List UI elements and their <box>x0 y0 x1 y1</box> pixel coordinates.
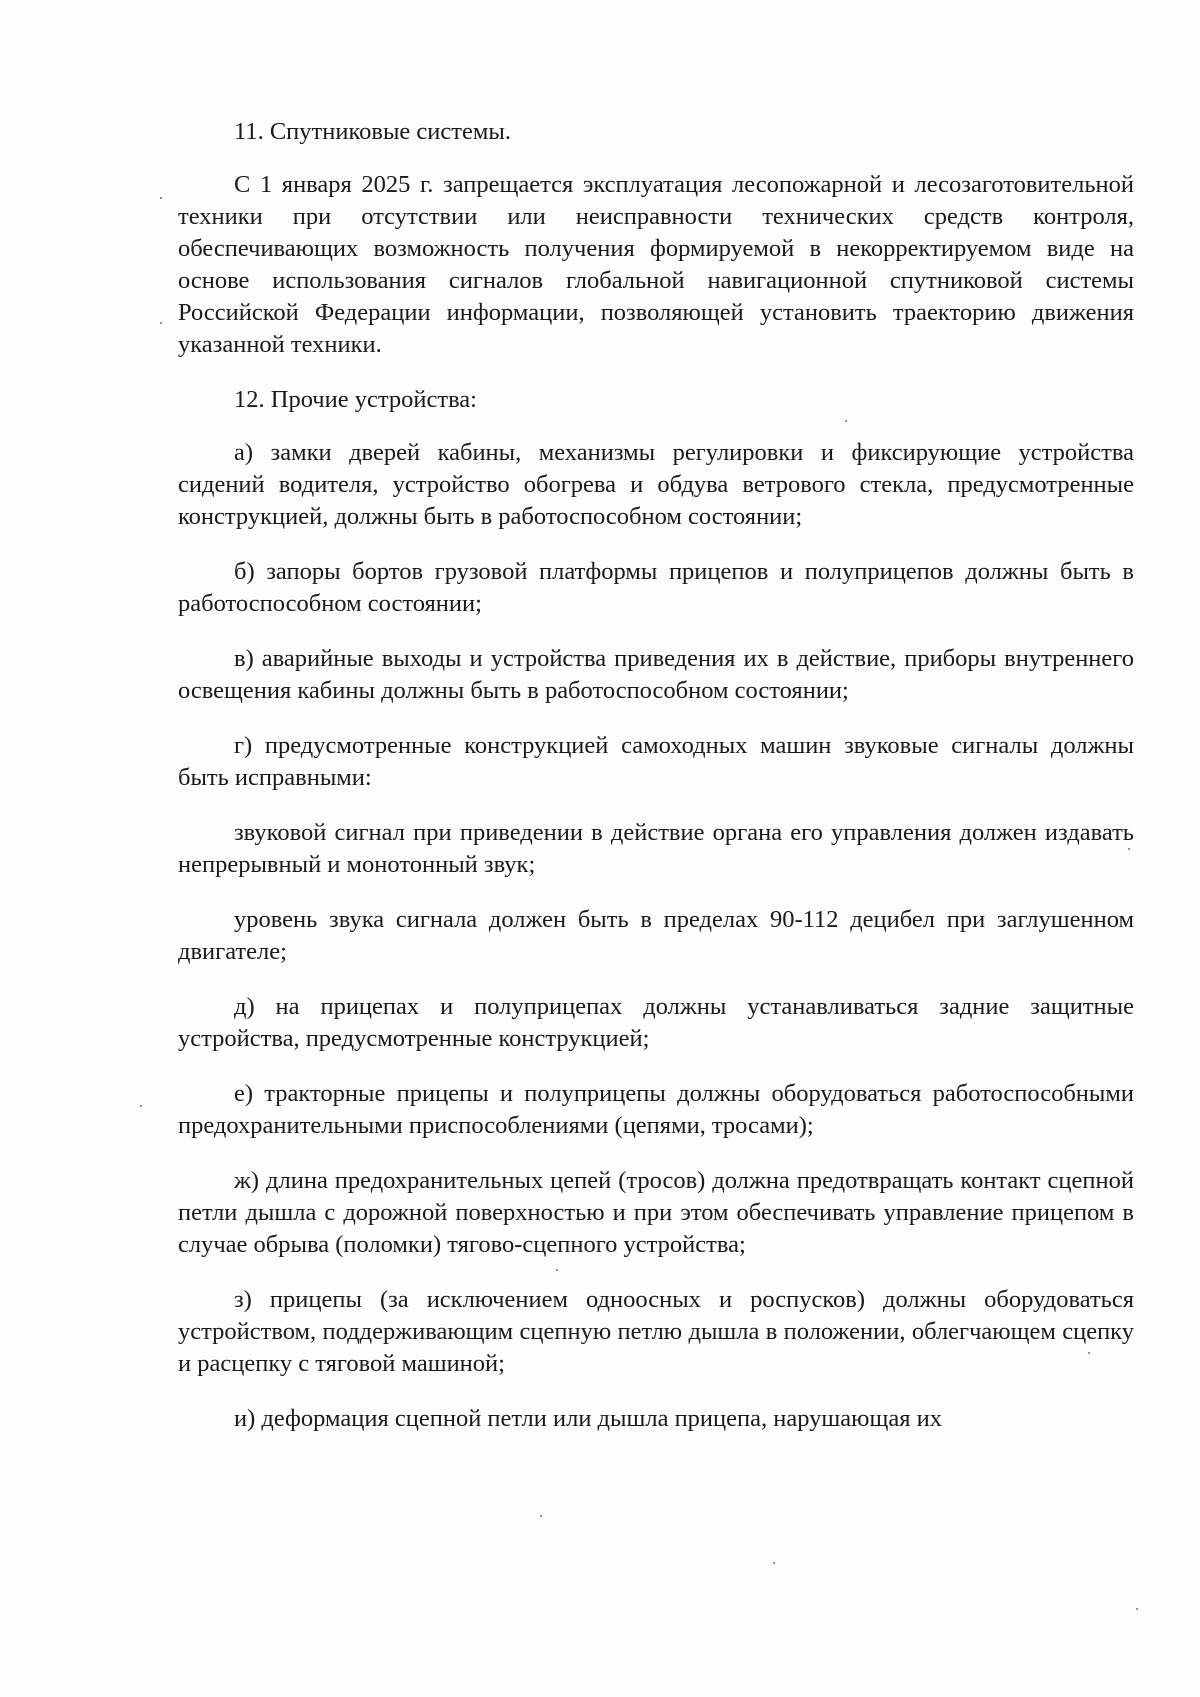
scan-speck <box>1136 1608 1138 1610</box>
scan-speck <box>1088 1352 1090 1354</box>
scan-speck <box>540 1515 542 1517</box>
document-body <box>178 116 1134 1458</box>
scan-speck <box>773 1562 775 1564</box>
paragraph-sound-level: уровень звука сигнала должен быть в пределах 90-112 децибел при заглушенном двигателе; <box>178 906 1134 965</box>
paragraph-sound-signal: звуковой сигнал при приведении в действие органа его управления должен издавать непрерывный и монотонный звук; <box>178 819 1134 878</box>
scan-speck <box>1128 848 1130 850</box>
list-item-i: и) деформация сцепной петли или дышла прицепа, нарушающая их <box>234 1405 942 1432</box>
list-item-e: е) тракторные прицепы и полуприцепы должны оборудоваться работоспособными предохранительными приспособлениями (цепями, тросами); <box>178 1080 1134 1139</box>
paragraph-satellite-requirement: С 1 января 2025 г. запрещается эксплуатация лесопожарной и лесозаготовительной техники при отсутствии или неисправности технических средств контроля, обеспечивающих возможность получения формируемой в некорректируемом виде на основе использования сигналов глобальной навигационной спутниковой системы Российской Федерации информации, позволяющей установить траекторию движения указанной техники. <box>178 171 1134 358</box>
list-item-z: з) прицепы (за исключением одноосных и роспусков) должны оборудоваться устройством, поддерживающим сцепную петлю дышла в положении, облегчающем сцепку и расцепку с тяговой машиной; <box>178 1286 1134 1377</box>
scan-speck <box>160 197 162 199</box>
scan-speck <box>556 1269 558 1271</box>
scan-speck <box>140 1105 142 1107</box>
list-item-v: в) аварийные выходы и устройства приведения их в действие, приборы внутреннего освещения кабины должны быть в работоспособном состоянии; <box>178 645 1134 704</box>
list-item-g: г) предусмотренные конструкцией самоходных машин звуковые сигналы должны быть исправными: <box>178 732 1134 791</box>
list-item-a: а) замки дверей кабины, механизмы регулировки и фиксирующие устройства сидений водителя, устройство обогрева и обдува ветрового стекла, предусмотренные конструкцией, должны быть в работоспособном состоянии; <box>178 439 1134 530</box>
section-heading-other-devices: 12. Прочие устройства: <box>234 386 477 413</box>
scan-speck <box>160 322 162 324</box>
list-item-d: д) на прицепах и полуприцепах должны устанавливаться задние защитные устройства, предусмотренные конструкцией; <box>178 993 1134 1052</box>
list-item-b: б) запоры бортов грузовой платформы прицепов и полуприцепов должны быть в работоспособном состоянии; <box>178 558 1134 617</box>
scan-speck <box>845 420 847 422</box>
section-heading-satellite-systems: 11. Спутниковые системы. <box>234 118 511 145</box>
list-item-zh: ж) длина предохранительных цепей (тросов) должна предотвращать контакт сцепной петли дышла с дорожной поверхностью и при этом обеспечивать управление прицепом в случае обрыва (поломки) тягово-сцепного устройства; <box>178 1167 1134 1258</box>
